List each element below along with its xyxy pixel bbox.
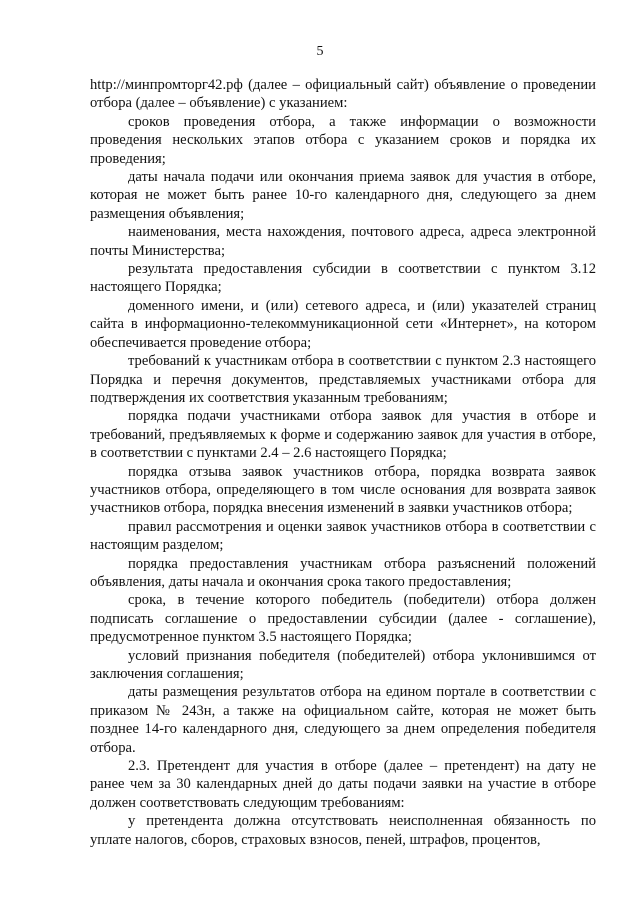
paragraph: порядка отзыва заявок участников отбора, порядка возврата заявок участников отбора, определяющего в том числе основания для возврата заявок участников отбора, порядка внесения изменений в заявки участников отбора;: [90, 463, 596, 517]
paragraph: даты размещения результатов отбора на едином портале в соответствии с приказом № 243н, а также на официальном сайте, которая не может быть позднее 14-го календарного дня, следующего за днем определения победителя отбора.: [90, 684, 596, 756]
paragraph: даты начала подачи или окончания приема заявок для участия в отборе, которая не может быть ранее 10-го календарного дня, следующего за днем размещения объявления;: [90, 169, 596, 222]
paragraph: порядка подачи участниками отбора заявок для участия в отборе и требований, предъявляемых к форме и содержанию заявок для участия в отборе, в соответствии с пунктами 2.4 – 2.6 настоящего Порядка;: [90, 408, 596, 462]
paragraph: доменного имени, и (или) сетевого адреса, и (или) указателей страниц сайта в информационно-телекоммуникационной сети «Интернет», на котором обеспечивается проведение отбора;: [90, 297, 596, 351]
paragraph: результата предоставления субсидии в соответствии с пунктом 3.12 настоящего Порядка;: [90, 261, 596, 296]
document-body: [90, 76, 596, 849]
paragraph: сроков проведения отбора, а также информации о возможности проведения нескольких этапов отбора с указанием сроков и порядка их проведения;: [90, 113, 596, 167]
paragraph: у претендента должна отсутствовать неисполненная обязанность по уплате налогов, сборов, страховых взносов, пеней, штрафов, процентов,: [90, 813, 596, 848]
paragraph: правил рассмотрения и оценки заявок участников отбора в соответствии с настоящим разделом;: [90, 518, 596, 554]
paragraph: условий признания победителя (победителей) отбора уклонившимся от заключения соглашения;: [90, 647, 596, 682]
paragraph: http://минпромторг42.рф (далее – официальный сайт) объявление о проведении отбора (далее – объявление) с указанием:: [90, 77, 596, 112]
paragraph: требований к участникам отбора в соответствии с пунктом 2.3 настоящего Порядка и перечня документов, представляемых участниками отбора для подтверждения их соответствия указанным требованиям;: [90, 353, 596, 406]
paragraph: наименования, места нахождения, почтового адреса, адреса электронной почты Министерства;: [90, 224, 596, 259]
paragraph: порядка предоставления участникам отбора разъяснений положений объявления, даты начала и окончания срока такого предоставления;: [90, 555, 596, 590]
page-number: 5: [316, 44, 324, 59]
paragraph: 2.3. Претендент для участия в отборе (далее – претендент) на дату не ранее чем за 30 календарных дней до даты подачи заявки на участие в отборе должен соответствовать следующим требованиям:: [90, 758, 596, 811]
paragraph: срока, в течение которого победитель (победители) отбора должен подписать соглашение о предоставлении субсидии (далее - соглашение), предусмотренное пунктом 3.5 настоящего Порядка;: [90, 592, 596, 646]
